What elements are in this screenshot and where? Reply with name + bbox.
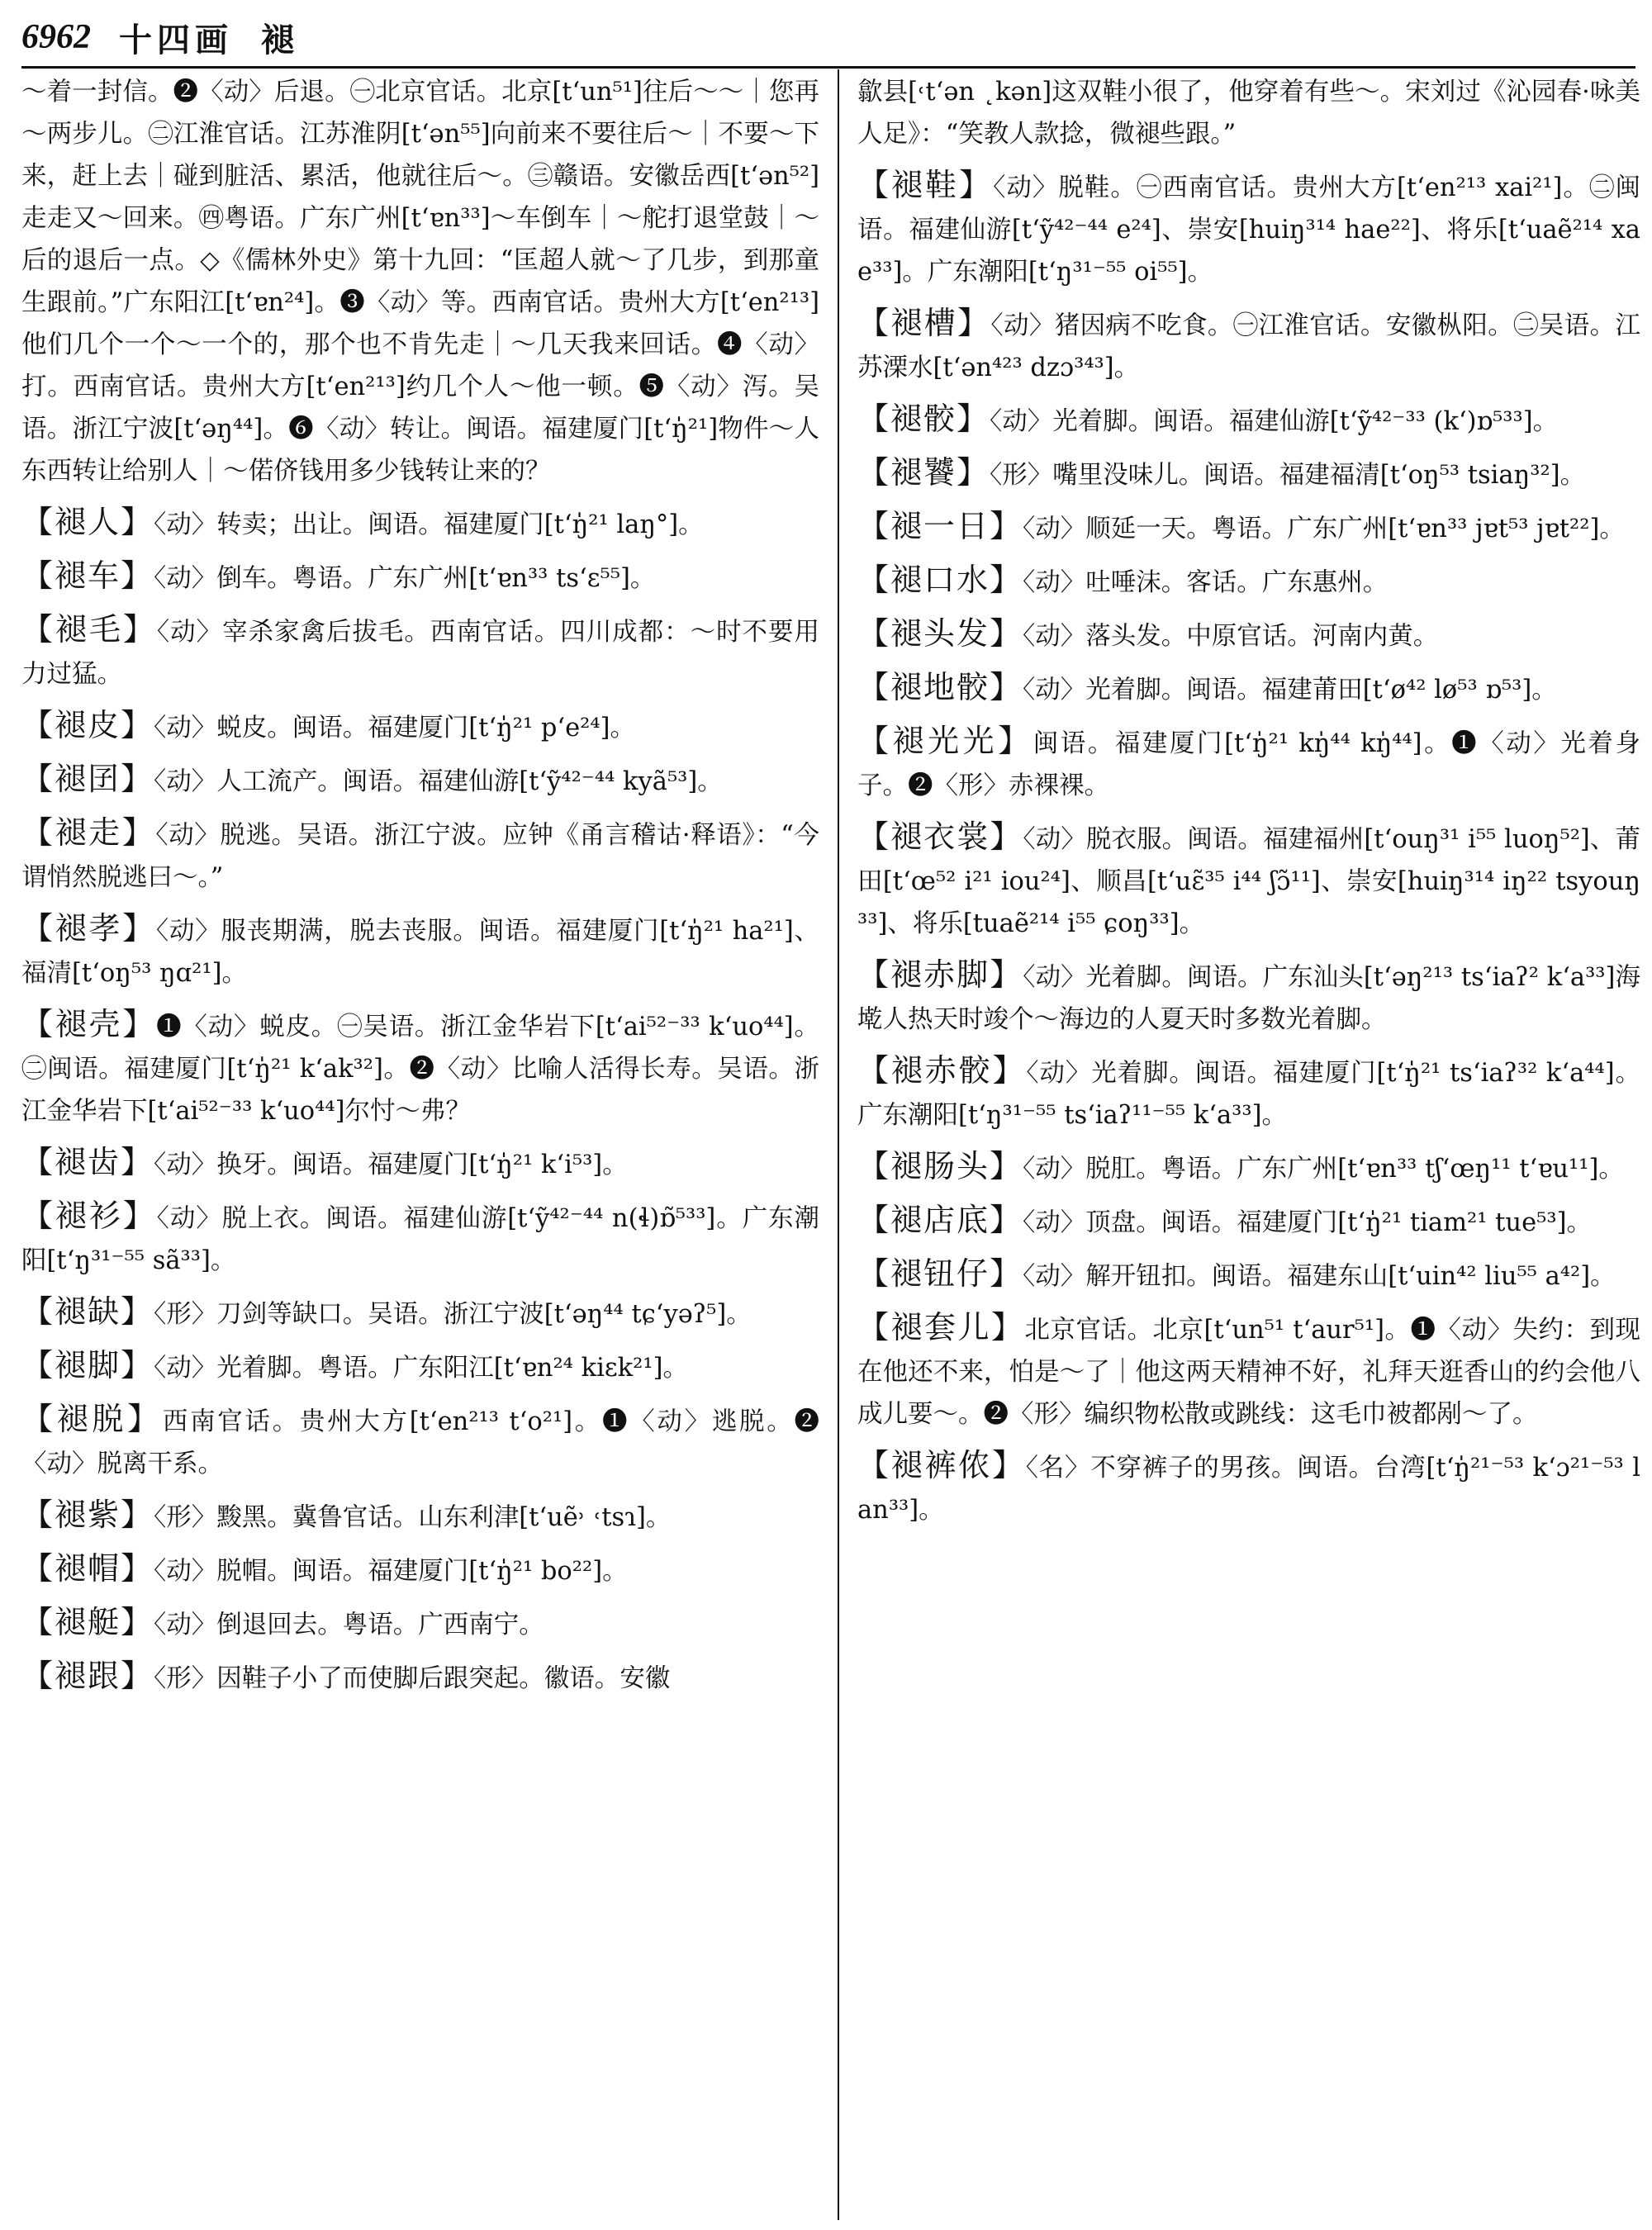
dictionary-entry	[21, 1345, 819, 1389]
continuation-text: ～着一封信。❷〈动〉后退。㊀北京官话。北京[tʻun⁵¹]往后～～｜您再～两步儿。㊁江淮官话。江苏淮阴[tʻən⁵⁵]向前来不要往后～｜不要～下来，赶上去｜碰到脏活、累活，他就往后～。㊂赣语。安徽岳西[tʻən⁵²]走走又～回来。㊃粤语。广东广州[tʻɐn³³]～车倒车｜～舵打退堂鼓｜～后的退后一点。◇《儒林外史》第十九回：“匡超人就～了几步，到那童生跟前。”广东阳江[tʻɐn²⁴]。❸〈动〉等。西南官话。贵州大方[tʻen²¹³]他们几个一个～一个的，那个也不肯先走｜～几天我来回话。❹〈动〉打。西南官话。贵州大方[tʻen²¹³]约几个人～他一顿。❺〈动〉泻。吴语。浙江宁波[tʻəŋ⁴⁴]。❻〈动〉转让。闽语。福建厦门[tʻŋ̍²¹]物件～人东西转让给别人｜～偌侪钱用多少钱转让来的？	[21, 78, 819, 486]
dictionary-entry	[857, 1050, 1640, 1136]
entry-headword: 【褪饕】	[857, 454, 990, 491]
entry-definition: 〈动〉脱帽。闽语。福建厦门[tʻŋ̍²¹ bo²²]。	[154, 1557, 628, 1586]
entry-headword: 【褪头发】	[857, 615, 1023, 652]
continuation-text: 歙县[˓tʻən ˛kən]这双鞋小很了，他穿着有些～。宋刘过《沁园春·咏美人足》：“笑教人款捻，微褪些跟。”	[857, 78, 1640, 149]
entry-definition: 〈动〉脱肛。粤语。广东广州[tʻɐn³³ tʃʻœŋ¹¹ tʻɐu¹¹]。	[1023, 1155, 1624, 1184]
right-column	[857, 71, 1640, 2218]
entry-definition: ❶〈动〉蜕皮。㊀吴语。浙江金华岩下[tʻai⁵²⁻³³ kʻuo⁴⁴]。㊁闽语。福建厦门[tʻŋ̍²¹ kʻak³²]。❷〈动〉比喻人活得长寿。吴语。浙江金华岩下[tʻai⁵²⁻³³ kʻuo⁴⁴]尔忖～弗？	[21, 1013, 819, 1126]
head-character: 褪	[261, 20, 294, 59]
entry-headword: 【褪衫】	[21, 1198, 157, 1234]
entry-headword: 【褪缺】	[21, 1293, 154, 1330]
entry-headword: 【褪走】	[21, 814, 156, 851]
entry-definition: 〈形〉刀剑等缺口。吴语。浙江宁波[tʻəŋ⁴⁴ tɕʻyəʔ⁵]。	[154, 1300, 752, 1329]
entry-headword: 【褪脱】	[21, 1401, 163, 1437]
entry-definition: 〈动〉宰杀家禽后拔毛。西南官话。四川成都：～时不要用力过猛。	[21, 618, 819, 689]
dictionary-entry	[21, 1655, 819, 1700]
dictionary-entry	[857, 1445, 1640, 1531]
dictionary-entry	[21, 1494, 819, 1539]
entry-headword: 【褪槽】	[857, 305, 991, 341]
entry-headword: 【褪毛】	[21, 611, 157, 648]
entry-headword: 【褪帽】	[21, 1550, 154, 1587]
entry-definition: 西南官话。贵州大方[tʻen²¹³ tʻo²¹]。❶〈动〉逃脱。❷〈动〉脱离干系。	[21, 1407, 819, 1478]
entry-definition: 〈动〉光着脚。闽语。福建莆田[tʻø⁴² lø⁵³ ɒ⁵³]。	[1023, 676, 1557, 705]
dictionary-entry	[857, 164, 1640, 293]
entry-headword: 【褪艇】	[21, 1604, 154, 1640]
dictionary-entry	[857, 452, 1640, 496]
entry-definition: 〈动〉服丧期满，脱去丧服。闽语。福建厦门[tʻŋ̍²¹ ha²¹]、福清[tʻoŋ⁵³ ŋɑ²¹]。	[21, 917, 819, 988]
entry-definition: 〈动〉转卖；出让。闽语。福建厦门[tʻŋ̍²¹ laŋ°]。	[154, 510, 704, 539]
entry-headword: 【褪一日】	[857, 508, 1023, 544]
header-rule	[21, 66, 1635, 69]
entry-headword: 【褪套儿】	[857, 1309, 1025, 1345]
dictionary-entry	[857, 1253, 1640, 1298]
chapter-label: 十四画	[119, 20, 233, 59]
page-header	[21, 12, 1640, 63]
entry-headword: 【褪脚】	[21, 1347, 154, 1383]
entry-definition: 〈动〉光着脚。闽语。福建仙游[tʻỹ⁴²⁻³³ (kʻ)ɒ⁵³³]。	[990, 407, 1559, 436]
dictionary-entry	[857, 613, 1640, 657]
entry-headword: 【褪皮】	[21, 707, 154, 743]
dictionary-entry	[21, 1004, 819, 1132]
entry-definition: 〈名〉不穿裤子的男孩。闽语。台湾[tʻŋ̍²¹⁻⁵³ kʻɔ²¹⁻⁵³ lan³³]。	[857, 1454, 1640, 1525]
dictionary-entry	[21, 1398, 819, 1485]
dictionary-entry	[857, 816, 1640, 945]
entry-definition: 〈形〉黢黑。冀鲁官话。山东利津[tʻuẽ˒ ˓tsɿ]。	[154, 1503, 672, 1532]
entry-definition: 〈动〉倒车。粤语。广东广州[tʻɐn³³ tsʻɛ⁵⁵]。	[154, 564, 656, 593]
entry-headword: 【褪赤骹】	[857, 1052, 1027, 1089]
entry-headword: 【褪光光】	[857, 723, 1033, 759]
entry-definition: 北京官话。北京[tʻun⁵¹ tʻaur⁵¹]。❶〈动〉失约：到现在他还不来，怕是～了｜他这两天精神不好，礼拜天逛香山的约会他八成儿要～。❷〈形〉编织物松散或跳线：这毛巾被都剐～了。	[857, 1316, 1640, 1429]
entry-headword: 【褪紫】	[21, 1497, 154, 1533]
entry-definition: 〈动〉脱衣服。闽语。福建福州[tʻouŋ³¹ i⁵⁵ luoŋ⁵²]、莆田[tʻœ⁵² i²¹ iou²⁴]、顺昌[tʻuɛ̃³⁵ i⁴⁴ ʃɔ̃¹¹]、崇安[huiŋ³¹⁴ iŋ²² tsyouŋ³³]、将乐[tuaẽ²¹⁴ i⁵⁵ ɕoŋ³³]。	[857, 825, 1640, 938]
entry-definition: 〈动〉落头发。中原官话。河南内黄。	[1023, 622, 1439, 651]
entry-headword: 【褪赤脚】	[857, 956, 1023, 993]
entry-definition: 〈动〉脱鞋。㊀西南官话。贵州大方[tʻen²¹³ xai²¹]。㊁闽语。福建仙游[tʻỹ⁴²⁻⁴⁴ e²⁴]、崇安[huiŋ³¹⁴ hae²²]、将乐[tʻuaẽ²¹⁴ xae³³]。广东潮阳[tʻŋ³¹⁻⁵⁵ oi⁵⁵]。	[857, 173, 1640, 287]
page-number: 6962	[21, 18, 91, 56]
entry-definition: 〈动〉蜕皮。闽语。福建厦门[tʻŋ̍²¹ pʻe²⁴]。	[154, 714, 636, 743]
dictionary-entry	[857, 720, 1640, 807]
entry-definition: 〈动〉吐唾沫。客话。广东惠州。	[1023, 568, 1389, 597]
dictionary-entry	[21, 1548, 819, 1592]
entry-definition: 〈动〉换牙。闽语。福建厦门[tʻŋ̍²¹ kʻi⁵³]。	[154, 1151, 628, 1179]
dictionary-entry	[857, 954, 1640, 1041]
entry-headword: 【褪车】	[21, 558, 154, 594]
entry-headword: 【褪钮仔】	[857, 1255, 1023, 1292]
entry-headword: 【褪孝】	[21, 910, 156, 947]
entry-definition: 〈动〉倒退回去。粤语。广西南宁。	[154, 1611, 544, 1639]
entry-definition: 〈动〉人工流产。闽语。福建仙游[tʻỹ⁴²⁻⁴⁴ kyã⁵³]。	[154, 767, 723, 796]
entry-definition: 〈动〉顶盘。闽语。福建厦门[tʻŋ̍²¹ tiam²¹ tue⁵³]。	[1023, 1208, 1592, 1237]
entry-definition: 闽语。福建厦门[tʻŋ̍²¹ kŋ̍⁴⁴ kŋ̍⁴⁴]。❶〈动〉光着身子。❷〈形〉赤裸裸。	[857, 729, 1640, 800]
entry-definition: 〈动〉光着脚。闽语。福建厦门[tʻŋ̍²¹ tsʻiaʔ³² kʻa⁴⁴]。广东潮阳[tʻŋ³¹⁻⁵⁵ tsʻiaʔ¹¹⁻⁵⁵ kʻa³³]。	[857, 1059, 1640, 1130]
dictionary-entry	[21, 609, 819, 695]
entry-headword: 【褪骹】	[857, 401, 990, 437]
entry-headword: 【褪人】	[21, 504, 154, 540]
entry-headword: 【褪齿】	[21, 1144, 154, 1180]
entry-headword: 【褪裤侬】	[857, 1447, 1026, 1483]
dictionary-entry	[21, 501, 819, 546]
entry-headword: 【褪跟】	[21, 1658, 154, 1694]
dictionary-entry	[857, 505, 1640, 550]
entry-headword: 【褪囝】	[21, 761, 154, 797]
dictionary-entry	[21, 812, 819, 899]
dictionary-entry	[857, 1199, 1640, 1244]
dictionary-entry	[21, 758, 819, 803]
column-divider	[838, 69, 839, 2220]
dictionary-entry	[857, 667, 1640, 711]
dictionary-entry	[857, 1146, 1640, 1190]
left-column	[21, 71, 819, 2218]
entry-definition: 〈动〉脱上衣。闽语。福建仙游[tʻỹ⁴²⁻⁴⁴ n(ɬ)ɒ̃⁵³³]。广东潮阳[tʻŋ³¹⁻⁵⁵ sã³³]。	[21, 1204, 819, 1275]
entry-headword: 【褪地骹】	[857, 669, 1023, 705]
entry-definition: 〈形〉嘴里没味儿。闽语。福建福清[tʻoŋ⁵³ tsiaŋ³²]。	[990, 461, 1586, 490]
dictionary-entry	[21, 705, 819, 749]
entry-definition: 〈动〉光着脚。闽语。广东汕头[tʻəŋ²¹³ tsʻiaʔ² kʻa³³]海墘人热天时竣个～海边的人夏天时多数光着脚。	[857, 963, 1640, 1034]
dictionary-entry	[857, 559, 1640, 604]
entry-headword: 【褪口水】	[857, 562, 1023, 598]
dictionary-entry	[21, 1141, 819, 1186]
entry-headword: 【褪鞋】	[857, 167, 994, 203]
entry-list	[21, 501, 819, 1700]
entry-headword: 【褪壳】	[21, 1006, 157, 1042]
entry-definition: 〈动〉猪因病不吃食。㊀江淮官话。安徽枞阳。㊁吴语。江苏溧水[tʻən⁴²³ dzɔ³⁴³]。	[857, 311, 1640, 382]
entry-definition: 〈动〉光着脚。粤语。广东阳江[tʻɐn²⁴ kiɛk²¹]。	[154, 1354, 688, 1383]
entry-list	[857, 164, 1640, 1531]
entry-definition: 〈形〉因鞋子小了而使脚后跟突起。徽语。安徽	[154, 1664, 671, 1693]
entry-headword: 【褪店底】	[857, 1202, 1023, 1238]
dictionary-entry	[857, 1307, 1640, 1435]
dictionary-entry	[21, 1601, 819, 1646]
entry-definition: 〈动〉脱逃。吴语。浙江宁波。应钟《甬言稽诂·释语》：“今谓悄然脱逃曰～。”	[21, 821, 819, 892]
dictionary-entry	[857, 302, 1640, 389]
dictionary-entry	[21, 555, 819, 600]
dictionary-entry	[857, 398, 1640, 443]
entry-headword: 【褪衣裳】	[857, 818, 1023, 855]
dictionary-entry	[21, 1195, 819, 1282]
dictionary-entry	[21, 1291, 819, 1336]
dictionary-entry	[21, 908, 819, 994]
entry-definition: 〈动〉顺延一天。粤语。广东广州[tʻɐn³³ jɐt⁵³ jɐt²²]。	[1023, 515, 1625, 543]
entry-headword: 【褪肠头】	[857, 1148, 1023, 1184]
entry-definition: 〈动〉解开钮扣。闽语。福建东山[tʻuin⁴² liu⁵⁵ a⁴²]。	[1023, 1262, 1616, 1291]
